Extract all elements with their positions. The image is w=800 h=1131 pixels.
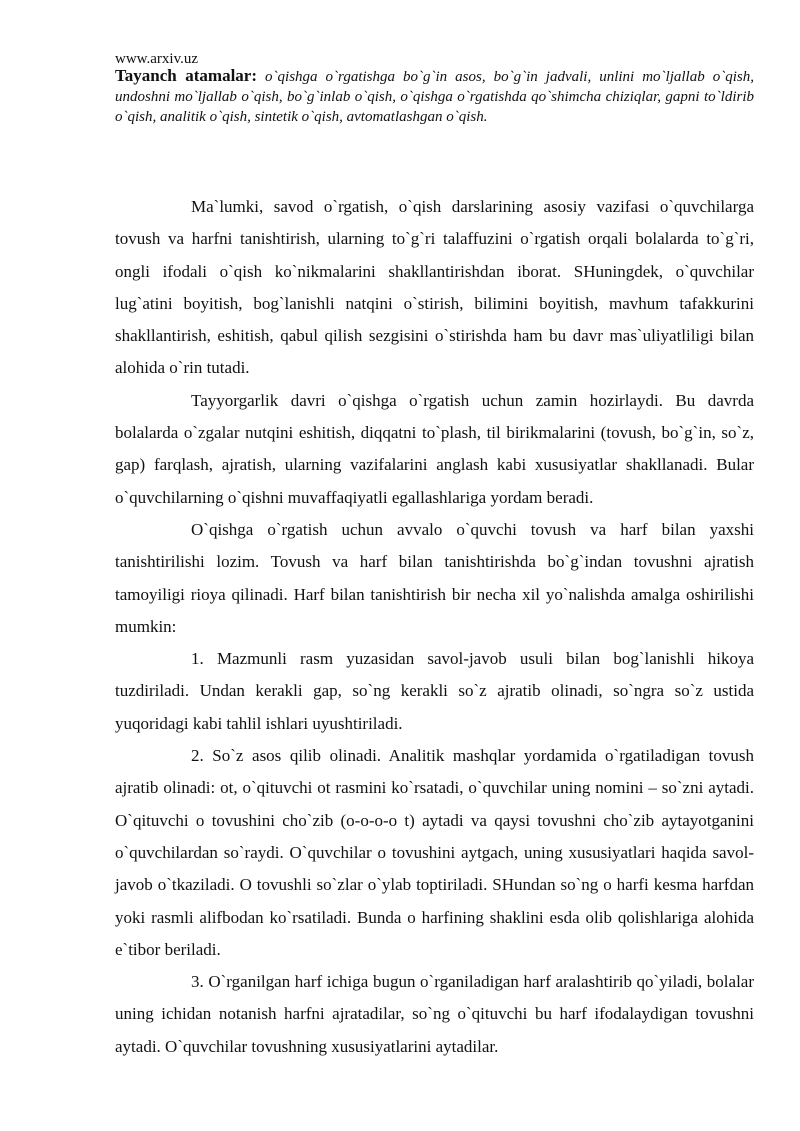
paragraph-preparation: Tayyorgarlik davri o`qishga o`rgatish uchun zamin hozirlaydi. Bu davrda bolalarda o`zgalar nutqini eshitish, diqqatni to`plash, til birikmalarini (tovush, bo`g`in, so`z, gap) farqlash, ajratish, ularning vazifalarini anglash kabi xususiyatlar shakllanadi. Bular o`quvchilarning o`qishni muvaffaqiyatli egallashlariga yordam beradi. [115,390,754,507]
keywords-separator: : [251,66,258,85]
paragraph-intro: Ma`lumki, savod o`rgatish, o`qish darslarining asosiy vazifasi o`quvchilarga tovush va harfni tanishtirish, ularning to`g`ri talaffuzini o`rgatish orqali bolalarda to`g`ri, ongli ifodali o`qish ko`nikmalarini shakllantirishdan iborat. SHuningdek, o`quvchilar lug`atini boyitish, bog`lanishli natqini o`stirish, bilimini boyitish, mavhum tafakkurini shakllantirish, eshitish, qabul qilish sezgisini o`stirishda ham bu davr mas`uliyatliligi bilan alohida o`rin tutadi. [115,197,754,378]
keywords-label: Tayanch atamalar [115,66,252,85]
list-item-1: 1. Mazmunli rasm yuzasidan savol-javob usuli bilan bog`lanishli hikoya tuzdiriladi. Undan kerakli gap, so`ng kerakli so`z ajratib olinadi, so`ngra so`z ustida yuqoridagi kabi tahlil ishlari uyushtiriladi. [115,649,754,733]
list-item-3: 3. O`rganilgan harf ichiga bugun o`rganiladigan harf aralashtirib qo`yiladi, bolalar uning ichidan notanish harfni ajratadilar, so`ng o`qituvchi bu harf ifodalaydigan tovushni aytadi. O`quvchilar tovushning xususiyatlarini aytadilar. [115,972,754,1056]
paragraph-sound-letter: O`qishga o`rgatish uchun avvalo o`quvchi tovush va harf bilan yaxshi tanishtirilishi lozim. Tovush va harf bilan tanishtirishda bo`g`indan tovushni ajratish tamoyiligi rioya qilinadi. Harf bilan tanishtirish bir necha xil yo`nalishda amalga oshirilishi mumkin: [115,519,754,636]
body-text [115,191,754,1063]
keywords-block [115,66,754,127]
list-item-2: 2. So`z asos qilib olinadi. Analitik mashqlar yordamida o`rgatiladigan tovush ajratib olinadi: ot, o`qituvchi ot rasmini ko`rsatadi, o`quvchilar uning nomini – so`zni aytadi. O`qituvchi o tovushini cho`zib (o-o-o-o t) aytadi va qaysi tovushni cho`zib aytayotganini o`quvchilardan so`raydi. O`quvchilar o tovushini aytgach, uning xususiyatlari haqida savol-javob o`tkaziladi. O tovushli so`zlar o`ylab toptiriladi. SHundan so`ng o harfi kesma harfdan yoki rasmli alifbodan ko`rsatiladi. Bunda o harfining shaklini esda olib qolishlariga alohida e`tibor beriladi. [115,746,754,959]
source-url: www.arxiv.uz [115,51,199,67]
keywords-text: o`qishga o`rgatishga bo`g`in asos, bo`g`in jadvali, unlini mo`ljallab o`qish, undoshni mo`ljallab o`qish, bo`g`inlab o`qish, o`qishga o`rgatishda qo`shimcha chiziqlar, gapni to`ldirib o`qish, analitik o`qish, sintetik o`qish, avtomatlashgan o`qish. [115,69,754,125]
